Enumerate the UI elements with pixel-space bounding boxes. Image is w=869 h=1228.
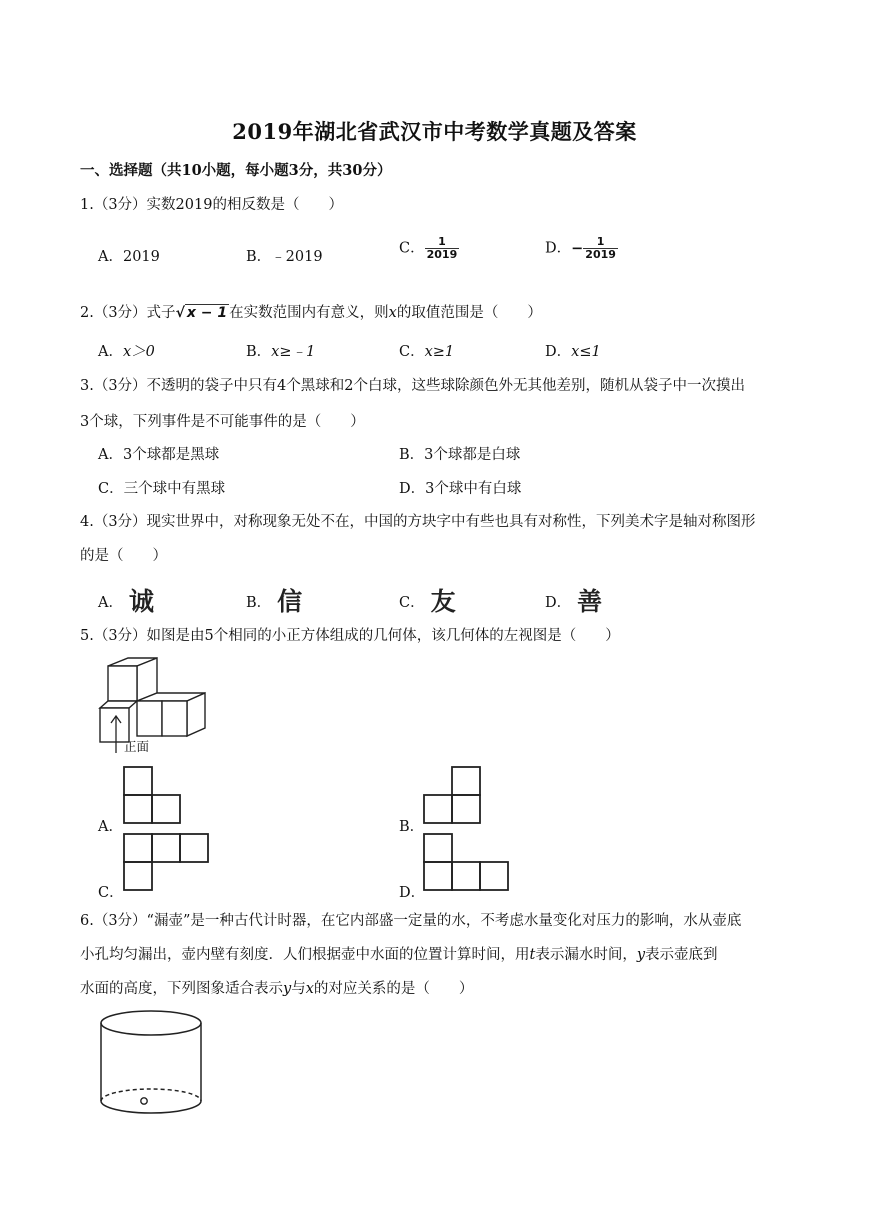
q6-text: 与 bbox=[291, 981, 306, 997]
q1-option-c-label: C． bbox=[399, 240, 425, 257]
q5-option-c-label: C． bbox=[98, 885, 124, 901]
numerator: 1 bbox=[583, 236, 618, 249]
q4-option-b bbox=[246, 582, 302, 618]
q5-option-c-figure bbox=[123, 833, 209, 891]
q2-stem-mid: 在实数范围内有意义，则 bbox=[229, 305, 389, 321]
q6-text: 小孔均匀漏出，壶内壁有刻度．人们根据壶中水面的位置计算时间，用 bbox=[80, 947, 530, 963]
question-6-line3 bbox=[80, 977, 473, 998]
q5-option-a-label: A． bbox=[98, 819, 123, 835]
q1-option-d-label: D． bbox=[545, 240, 572, 257]
option-label: A． bbox=[98, 344, 123, 360]
question-6-line2 bbox=[80, 943, 718, 964]
option-label: B． bbox=[246, 595, 272, 611]
section-heading: 一、选择题（共10小题，每小题3分，共30分） bbox=[80, 162, 392, 179]
art-character: 友 bbox=[430, 587, 456, 616]
q2-option-d bbox=[545, 340, 601, 361]
option-label: B． bbox=[246, 344, 272, 360]
q4-option-a bbox=[98, 582, 154, 618]
q6-text: 水面的高度，下列图象适合表示 bbox=[80, 981, 283, 997]
option-label: A． bbox=[98, 595, 123, 611]
option-label: C． bbox=[399, 595, 425, 611]
art-character: 善 bbox=[577, 587, 603, 616]
variable-x: x bbox=[388, 305, 397, 321]
sqrt-radicand: x − 1 bbox=[186, 305, 228, 321]
art-character: 诚 bbox=[128, 587, 154, 616]
sqrt-expression bbox=[176, 304, 230, 321]
fraction bbox=[583, 236, 618, 261]
option-label: D． bbox=[545, 595, 572, 611]
q6-text: 表示壶底到 bbox=[645, 947, 718, 963]
question-4-line2: 的是（ ） bbox=[80, 548, 167, 564]
option-label: C． bbox=[399, 344, 425, 360]
q5-option-d-figure bbox=[423, 833, 509, 891]
question-2-stem bbox=[80, 301, 542, 322]
denominator: 2019 bbox=[585, 248, 616, 261]
option-expr: x≥1 bbox=[424, 344, 455, 360]
numerator: 1 bbox=[425, 236, 460, 249]
question-5-stem: 5.（3分）如图是由5个相同的小正方体组成的几何体，该几何体的左视图是（ ） bbox=[80, 628, 620, 644]
minus-sign: − bbox=[571, 240, 584, 257]
q3-option-d: D．3个球中有白球 bbox=[399, 481, 522, 497]
front-view-label: 正面 bbox=[124, 739, 150, 754]
option-label: D． bbox=[545, 344, 572, 360]
question-4-line1: 4.（3分）现实世界中，对称现象无处不在，中国的方块字中有些也具有对称性，下列美术字是轴对称图形 bbox=[80, 514, 756, 530]
question-3-line1: 3.（3分）不透明的袋子中只有4个黑球和2个白球，这些球除颜色外无其他差别，随机从袋子中一次摸出 bbox=[80, 378, 746, 394]
q2-stem-post: 的取值范围是（ ） bbox=[396, 305, 542, 321]
q3-option-c: C．三个球中有黑球 bbox=[98, 481, 226, 497]
variable-y: y bbox=[636, 947, 646, 963]
cube-solid-figure bbox=[98, 656, 210, 756]
denominator: 2019 bbox=[426, 248, 458, 261]
option-expr: x＞0 bbox=[122, 344, 155, 360]
q6-text: 的对应关系的是（ ） bbox=[313, 981, 474, 997]
q1-option-b: B．﹣2019 bbox=[246, 249, 323, 265]
q2-stem-pre: 2.（3分）式子 bbox=[80, 305, 176, 321]
q5-option-d-label: D． bbox=[399, 885, 426, 901]
page-title: 2019年湖北省武汉市中考数学真题及答案 bbox=[232, 119, 637, 144]
q2-option-b bbox=[246, 340, 315, 361]
fraction bbox=[425, 236, 460, 261]
option-expr: x≤1 bbox=[571, 344, 601, 360]
q1-option-a: A．2019 bbox=[98, 249, 160, 265]
variable-t: t bbox=[529, 947, 536, 963]
q4-option-c bbox=[399, 582, 456, 618]
sqrt-sign: √ bbox=[175, 305, 185, 321]
q6-text: 表示漏水时间， bbox=[535, 947, 637, 963]
water-clock-cylinder bbox=[99, 1010, 203, 1116]
q2-option-a bbox=[98, 340, 155, 361]
q3-option-a: A．3个球都是黑球 bbox=[98, 447, 220, 463]
option-expr: x≥﹣1 bbox=[271, 344, 316, 360]
q3-option-b: B．3个球都是白球 bbox=[399, 447, 521, 463]
q1-option-d bbox=[545, 236, 618, 261]
q5-option-b-figure bbox=[423, 766, 481, 824]
question-1-stem: 1.（3分）实数2019的相反数是（ ） bbox=[80, 197, 343, 213]
q5-option-b-label: B． bbox=[399, 819, 425, 835]
variable-x: x bbox=[305, 981, 314, 997]
q4-option-d bbox=[545, 582, 602, 618]
question-3-line2: 3个球，下列事件是不可能事件的是（ ） bbox=[80, 414, 365, 430]
q2-option-c bbox=[399, 340, 454, 361]
question-6-line1: 6.（3分）“漏壶”是一种古代计时器，在它内部盛一定量的水，不考虑水量变化对压力的影响，水从壶底 bbox=[80, 913, 742, 929]
q1-option-c bbox=[399, 236, 459, 261]
q5-option-a-figure bbox=[123, 766, 181, 824]
art-character: 信 bbox=[277, 587, 303, 616]
variable-y: y bbox=[283, 981, 292, 997]
